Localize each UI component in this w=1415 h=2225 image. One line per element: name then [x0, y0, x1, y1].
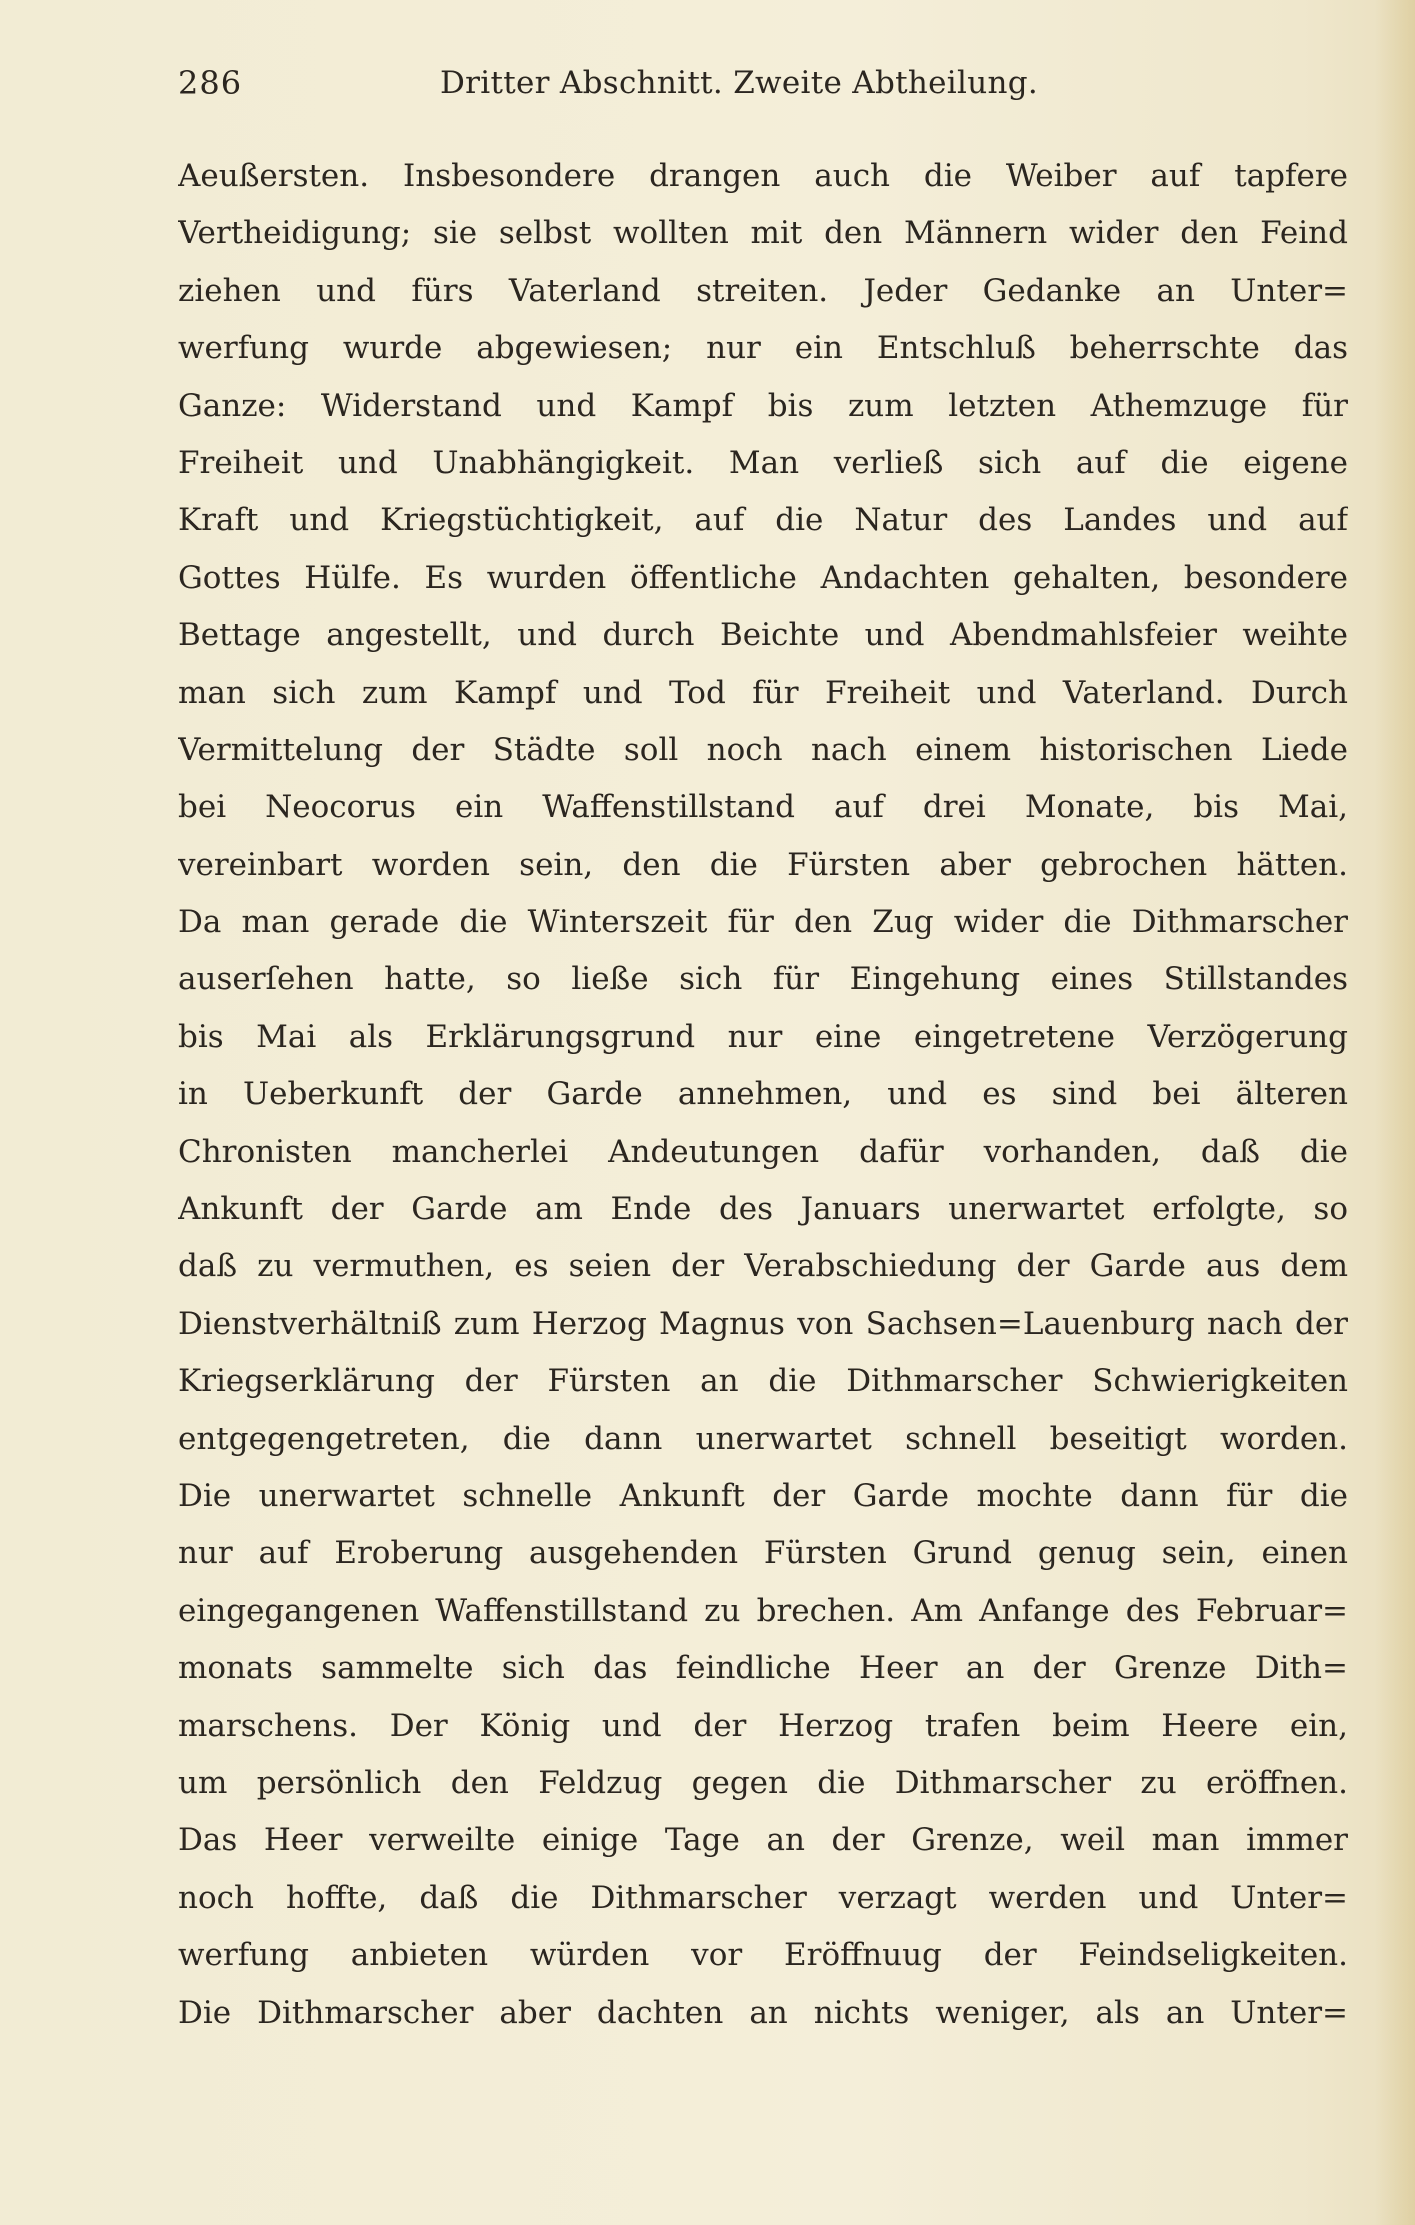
text-line: um persönlich den Feldzug gegen die Dithmarscher zu eröffnen. [178, 1764, 1348, 1801]
text-line: noch hoffte, daß die Dithmarscher verzagt werden und Unter= [178, 1879, 1348, 1916]
text-line: Ganze: Widerstand und Kampf bis zum letzten Athemzuge für [178, 387, 1348, 424]
text-line: werfung anbieten würden vor Eröffnuug der Feindseligkeiten. [178, 1937, 1348, 1974]
body-text [178, 148, 1348, 2042]
text-line: bis Mai als Erklärungsgrund nur eine eingetretene Verzögerung [178, 1018, 1348, 1055]
text-line: entgegengetreten, die dann unerwartet schnell beseitigt worden. [178, 1420, 1348, 1457]
text-line: auserſehen hatte, so ließe sich für Eingehung eines Stillstandes [178, 961, 1348, 998]
text-line: Kraft und Kriegstüchtigkeit, auf die Natur des Landes und auf [178, 502, 1348, 539]
text-line: Vermittelung der Städte soll noch nach einem historischen Liede [178, 731, 1348, 768]
text-line: Dienstverhältniß zum Herzog Magnus von Sachsen=Lauenburg nach der [178, 1305, 1348, 1342]
text-line: Chronisten mancherlei Andeutungen dafür vorhanden, daß die [178, 1133, 1348, 1170]
page-edge-shadow [1375, 0, 1415, 2225]
running-head: Dritter Abschnitt. Zweite Abtheilung. [440, 65, 1039, 101]
text-line: Da man gerade die Winterszeit für den Zug wider die Dithmarscher [178, 904, 1348, 941]
text-line: man sich zum Kampf und Tod für Freiheit und Vaterland. Durch [178, 674, 1348, 711]
text-line: Ankunft der Garde am Ende des Januars unerwartet erfolgte, so [178, 1191, 1348, 1228]
page-header [178, 58, 1348, 108]
page-number: 286 [178, 64, 243, 102]
text-line: in Ueberkunft der Garde annehmen, und es sind bei älteren [178, 1076, 1348, 1113]
text-line: marschens. Der König und der Herzog trafen beim Heere ein, [178, 1707, 1348, 1744]
text-line: Aeußersten. Insbesondere drangen auch die Weiber auf tapfere [178, 158, 1348, 194]
text-line: Freiheit und Unabhängigkeit. Man verließ sich auf die eigene [178, 444, 1348, 481]
text-line: Vertheidigung; sie selbst wollten mit den Männern wider den Feind [178, 215, 1348, 252]
text-line: Die unerwartet schnelle Ankunft der Garde mochte dann für die [178, 1477, 1348, 1514]
text-line: daß zu vermuthen, es seien der Verabschiedung der Garde aus dem [178, 1248, 1348, 1285]
text-line: vereinbart worden sein, den die Fürsten aber gebrochen hätten. [178, 846, 1348, 883]
text-line: Bettage angestellt, und durch Beichte und Abendmahlsfeier weihte [178, 617, 1348, 654]
text-line: werfung wurde abgewiesen; nur ein Entschluß beherrschte das [178, 330, 1348, 367]
text-line: Kriegserklärung der Fürsten an die Dithmarscher Schwierigkeiten [178, 1363, 1348, 1400]
text-line: Das Heer verweilte einige Tage an der Grenze, weil man immer [178, 1822, 1348, 1859]
text-line: eingegangenen Waffenstillstand zu brechen. Am Anfange des Februar= [178, 1592, 1348, 1629]
text-line: Die Dithmarscher aber dachten an nichts weniger, als an Unter= [178, 1994, 1348, 2031]
text-line: monats sammelte sich das feindliche Heer an der Grenze Dith= [178, 1650, 1348, 1687]
text-line: ziehen und fürs Vaterland streiten. Jeder Gedanke an Unter= [178, 272, 1348, 309]
text-line: bei Neocorus ein Waffenstillstand auf drei Monate, bis Mai, [178, 789, 1348, 826]
text-line: nur auf Eroberung ausgehenden Fürsten Grund genug sein, einen [178, 1535, 1348, 1572]
text-line: Gottes Hülfe. Es wurden öffentliche Andachten gehalten, besondere [178, 559, 1348, 596]
